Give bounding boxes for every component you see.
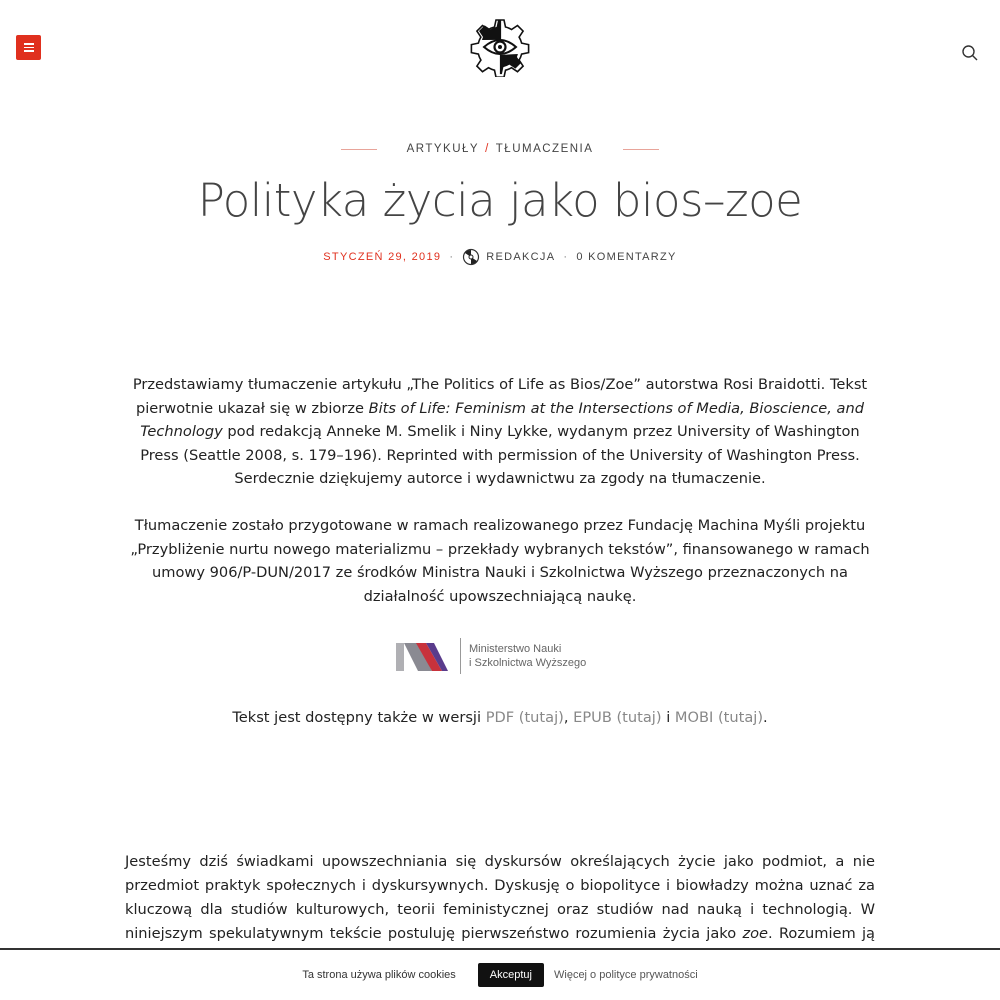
- cookie-accept-button[interactable]: Akceptuj: [478, 963, 544, 987]
- category-divider-right: [623, 149, 659, 150]
- post-date: STYCZEŃ 29, 2019: [323, 251, 442, 263]
- category-link-artykuly[interactable]: ARTYKUŁY: [406, 143, 480, 155]
- gear-eye-logo-icon: [470, 17, 530, 77]
- post-categories: [0, 143, 1000, 155]
- category-divider-left: [341, 149, 377, 150]
- category-link-tlumaczenia[interactable]: TŁUMACZENIA: [495, 143, 594, 155]
- ministry-emblem-icon: [396, 641, 448, 671]
- author-avatar: [462, 248, 480, 266]
- privacy-policy-link[interactable]: Więcej o polityce prywatności: [554, 969, 698, 981]
- search-icon[interactable]: [961, 44, 979, 62]
- pdf-link[interactable]: PDF (tutaj): [485, 709, 564, 726]
- post-comments-link[interactable]: 0 KOMENTARZY: [576, 251, 677, 263]
- post-meta: [0, 248, 1000, 266]
- funding-paragraph: Tłumaczenie zostało przygotowane w ramach realizowanego przez Fundację Machina Myśli projektu „Przybliżenie nurtu nowego materializmu – przekłady wybranych tekstów”, finansowanego w ramach umowy 906/P-DUN/2017 ze środków Ministra Nauki i Szkolnictwa Wyższego przeznaczonych na działalność upowszechniającą naukę.: [130, 517, 870, 605]
- hamburger-menu-icon: [24, 43, 34, 45]
- category-separator: /: [485, 143, 490, 155]
- mobi-link[interactable]: MOBI (tutaj): [674, 709, 764, 726]
- ministry-logo: Ministerstwo Nauki i Szkolnictwa Wyższego: [396, 637, 608, 675]
- cookie-notice-text: Ta strona używa plików cookies: [302, 969, 456, 981]
- meta-separator: ·: [449, 251, 455, 263]
- post-title: Polityka życia jako bios–zoe: [197, 174, 803, 227]
- meta-separator: ·: [563, 251, 569, 263]
- book-title: Bits of Life: Feminism at the Intersections of Media, Bioscience, and Technology: [140, 399, 865, 440]
- article-paragraph: Jesteśmy dziś świadkami upowszechniania się dyskursów określających życie jako podmiot, a nie przedmiot praktyk społecznych i dyskursywnych. Dyskusję o biopolityce i biowładzy można uznać za kluczową dla studiów kulturowych, teorii feministycznej oraz studiów nad nauką i technologią. W niniejszym spekulatywnym tekście postuluję pierwszeństwo rozumienia życia jako zoe. Rozumiem ją: [125, 853, 875, 942]
- cookie-bar: [0, 948, 1000, 1000]
- menu-button[interactable]: [16, 35, 41, 60]
- post-author[interactable]: REDAKCJA: [486, 251, 556, 263]
- intro-paragraph: Przedstawiamy tłumaczenie artykułu „The Politics of Life as Bios/Zoe” autorstwa Rosi Braidotti. Tekst pierwotnie ukazał się w zbiorze Bits of Life: Feminism at the Intersections of Media, Bioscience, and Technology pod redakcją Anneke M. Smelik i Niny Lykke, wydanym przez University of Washington Press (Seattle 2008, s. 179–196). Reprinted with permission of the University of Washington Press. Serdecznie dziękujemy autorce i wydawnictwu za zgody na tłumaczenie.: [132, 376, 868, 487]
- download-links: Tekst jest dostępny także w wersji PDF (tutaj), EPUB (tutaj) i MOBI (tutaj).: [232, 709, 768, 726]
- epub-link[interactable]: EPUB (tutaj): [573, 709, 662, 726]
